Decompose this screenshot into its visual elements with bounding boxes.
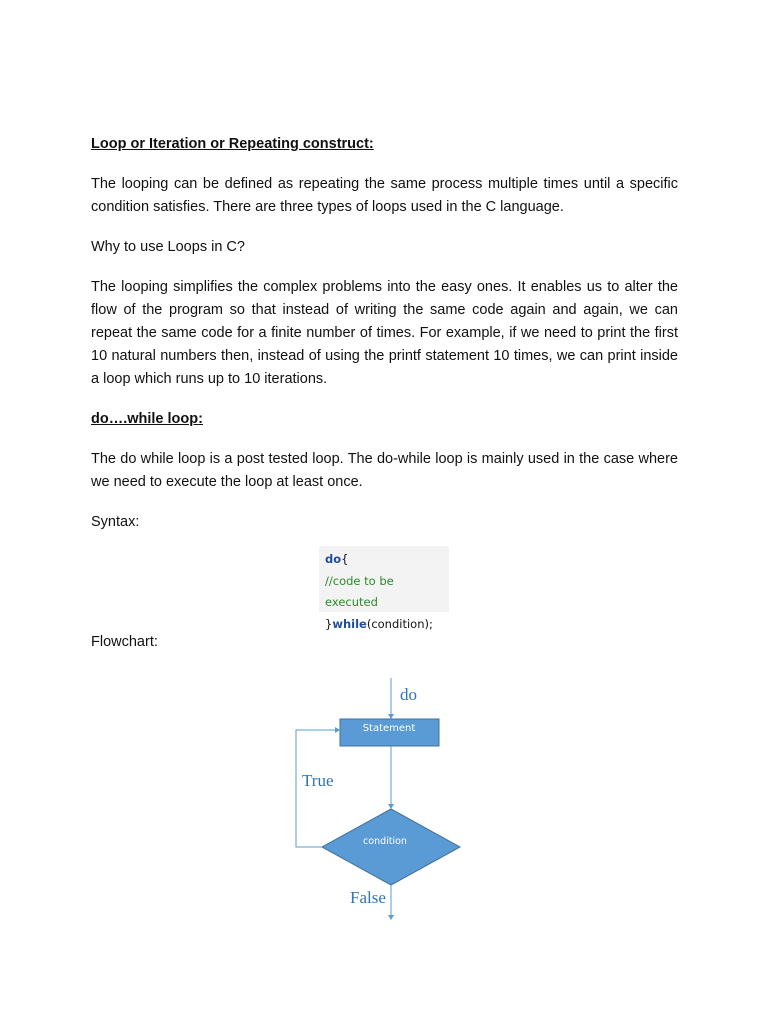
code-keyword-do: do bbox=[325, 552, 342, 566]
code-keyword-while: while bbox=[332, 616, 367, 631]
false-label: False bbox=[350, 888, 386, 907]
code-line-3 bbox=[325, 614, 449, 636]
code-comment: //code to be executed bbox=[325, 573, 394, 609]
condition-arrowhead-icon bbox=[388, 804, 394, 809]
syntax-label: Syntax: bbox=[91, 514, 140, 530]
true-label: True bbox=[302, 771, 334, 790]
entry-label: do bbox=[400, 685, 417, 704]
paragraph-definition: The looping can be defined as repeating the same process multiple times until a specific condition satisfies. There are three types of loops used in the C language. bbox=[91, 176, 678, 215]
code-line-1 bbox=[325, 549, 449, 571]
flowchart-diagram bbox=[280, 676, 480, 926]
code-snippet bbox=[319, 546, 449, 631]
document-body bbox=[91, 133, 678, 551]
condition-label: condition bbox=[363, 836, 407, 847]
condition-diamond bbox=[322, 809, 460, 885]
code-condition: (condition); bbox=[366, 616, 433, 631]
statement-label: Statement bbox=[362, 723, 416, 734]
paragraph-do-while: The do while loop is a post tested loop. The do-while loop is mainly used in the case where we need to execute the loop at least once. bbox=[91, 451, 678, 490]
code-close-brace: } bbox=[325, 616, 333, 631]
true-arrowhead-icon bbox=[335, 727, 340, 733]
heading-do-while: do….while loop: bbox=[91, 411, 203, 427]
heading-loop: Loop or Iteration or Repeating construct: bbox=[91, 136, 374, 152]
entry-arrowhead-icon bbox=[388, 714, 394, 719]
question-why-loops: Why to use Loops in C? bbox=[91, 239, 245, 255]
flowchart-label: Flowchart: bbox=[91, 634, 158, 650]
paragraph-why-loops: The looping simplifies the complex problems into the easy ones. It enables us to alter the flow of the program so that instead of writing the same code again and again, we can repeat the same code for a finite number of times. For example, if we need to print the first 10 natural numbers then, instead of using the printf statement 10 times, we can print inside a loop which runs up to 10 iterations. bbox=[91, 279, 678, 387]
code-open-brace: { bbox=[341, 552, 349, 566]
false-arrowhead-icon bbox=[388, 915, 394, 920]
